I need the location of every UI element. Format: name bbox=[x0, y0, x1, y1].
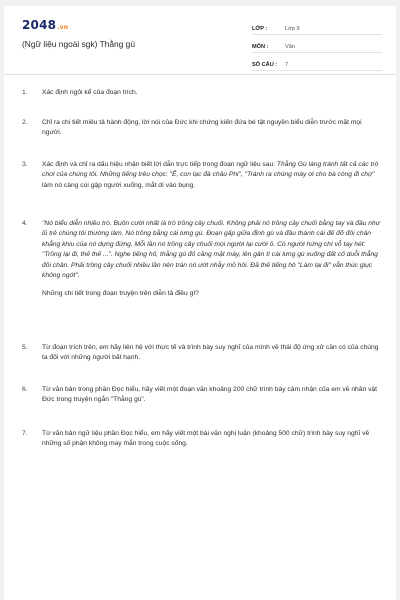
question-text bbox=[42, 385, 382, 406]
question-body: Từ văn bản trong phần Đọc hiểu, hãy viết một đoạn văn khoảng 200 chữ trình bày cảm nhận của em về nhân vật Đức trong truyện ngắn "Thằng gù". bbox=[42, 386, 377, 404]
meta-row-subject bbox=[252, 38, 382, 53]
question-body: Chỉ ra chi tiết miêu tả hành động, lời nói của Đức khi chứng kiến đứa bé tật nguyền biểu diễn trước mặt mọi người. bbox=[42, 119, 362, 137]
meta-row-grade bbox=[252, 20, 382, 35]
question-body: Xác định ngôi kể của đoạn trích. bbox=[42, 89, 138, 96]
question-text bbox=[42, 160, 382, 191]
question-6 bbox=[22, 385, 382, 406]
meta-value: 7 bbox=[285, 62, 289, 68]
question-4 bbox=[22, 219, 382, 300]
question-5 bbox=[22, 343, 382, 364]
question-text bbox=[42, 429, 382, 450]
worksheet-page bbox=[4, 6, 396, 600]
header-divider bbox=[4, 74, 396, 75]
question-number: 6. bbox=[22, 386, 28, 393]
meta-value: Văn bbox=[285, 44, 295, 50]
question-number: 7. bbox=[22, 430, 28, 437]
question-number: 4. bbox=[22, 220, 28, 227]
question-3 bbox=[22, 160, 382, 191]
question-text bbox=[42, 343, 382, 364]
meta-value: Lớp 9 bbox=[285, 26, 300, 32]
question-quoted-passage: Thằng Gù láng tránh tất cả các trò chơi của chúng tôi. Những tiếng trêu chọc: "Ê, con lạc đà châu Phi", "Tránh ra chúng mày ơi cho bà còng đi chợ" bbox=[42, 161, 379, 179]
meta-label: SỐ CÂU : bbox=[252, 62, 278, 68]
question-1 bbox=[22, 88, 382, 98]
question-prompt: Những chi tiết trong đoạn truyện trên diễn tả điều gì? bbox=[42, 290, 199, 298]
question-body bbox=[42, 160, 382, 191]
worksheet-header bbox=[4, 6, 396, 68]
question-text bbox=[42, 88, 382, 98]
question-plain-text: Xác định và chỉ ra dấu hiệu nhận biết lời dẫn trực tiếp trong đoạn ngữ liệu sau: bbox=[42, 161, 277, 168]
question-2 bbox=[22, 118, 382, 139]
question-quoted-passage: "Nó biểu diễn nhiều trò. Buồn cười nhất là trò trồng cây chuối. Không phải nó trồng cây chuối bằng tay và đầu như lũ trẻ chúng tôi thường làm. Nó trồng bằng cái lưng gù. Đoạn gấp giữa đỉnh gù và đầu thành cái đế đỡ đôi chân khẳng khiu của nó dựng đứng. Mỗi lần nó trồng cây chuối mọi người lại cười ồ. Có người hứng chí vỗ tay hét: "Trồng lại đi, thế thế ...". Nghe tiếng hô, thằng gù đỏ căng mặt máy, lên gân tì cái lưng gù xuống đất cố duỗi thẳng đôi chân. Phải trồng cây chuối nhiều lần nên trán nó ướt nhẫy mồ hôi. Đã thế tiếng hô "Làm lại đi" vẫn thúc giục không ngớt". bbox=[42, 220, 380, 280]
question-number: 1. bbox=[22, 89, 28, 96]
meta-label: LỚP : bbox=[252, 26, 268, 32]
question-body: Từ đoạn trích trên, em hãy liên hệ với thực tế và trình bày suy nghĩ của mình về thái độ ứng xử cần có của chúng ta đối với những người bất hạnh. bbox=[42, 344, 379, 362]
worksheet-title: (Ngữ liệu ngoài sgk) Thằng gù bbox=[22, 39, 135, 49]
logo-text: 2048 bbox=[22, 18, 57, 32]
question-body: Từ văn bản ngữ liệu phần Đọc hiểu, em hãy viết một bài văn nghị luận (khoảng 500 chữ) trình bày suy nghĩ về những số phận không may mắn trong cuộc sống. bbox=[42, 430, 370, 448]
meta-info bbox=[252, 20, 382, 74]
meta-row-question-count bbox=[252, 56, 382, 71]
question-text bbox=[42, 118, 382, 139]
question-7 bbox=[22, 429, 382, 450]
meta-label: MÔN : bbox=[252, 44, 269, 50]
site-logo[interactable] bbox=[22, 18, 68, 32]
logo-suffix: .vn bbox=[57, 24, 69, 31]
question-number: 3. bbox=[22, 161, 28, 168]
question-number: 2. bbox=[22, 119, 28, 126]
question-text bbox=[42, 219, 382, 300]
question-number: 5. bbox=[22, 344, 28, 351]
question-tail-text: làm nó càng cúi gập người xuống, mắt dí vào bụng. bbox=[42, 181, 196, 189]
